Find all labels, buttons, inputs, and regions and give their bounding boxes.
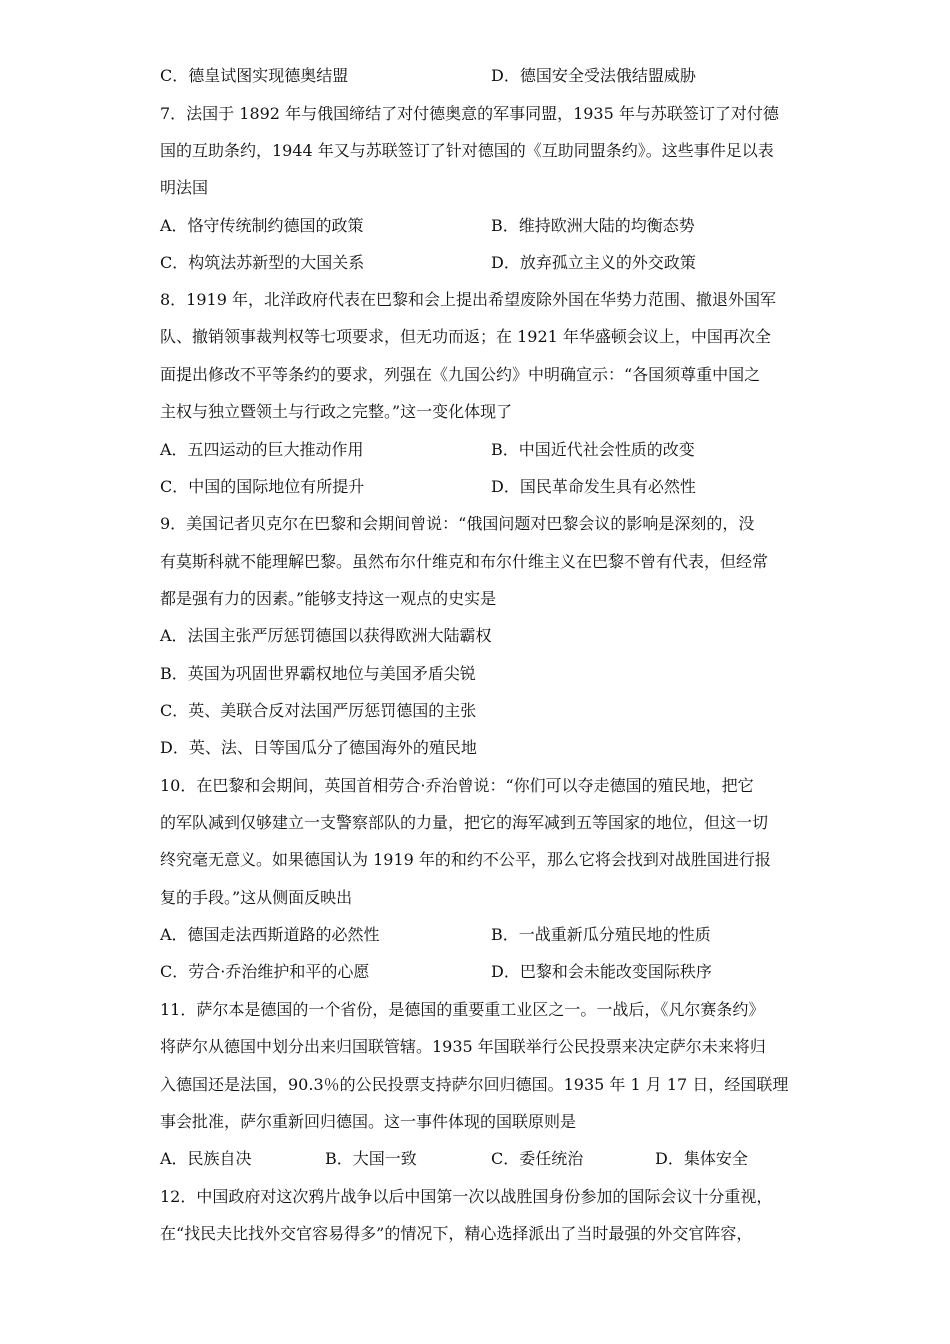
q9-option-d: D．英、法、日等国瓜分了德国海外的殖民地 [160,738,477,757]
q7-stem-line-2: 国的互助条约，1944 年又与苏联签订了针对德国的《互助同盟条约》。这些事件足以表 [160,141,774,160]
q10-option-c: C．劳合·乔治维护和平的心愿 [160,962,370,981]
q8-stem-line-4: 主权与独立暨领土与行政之完整。”这一变化体现了 [160,402,513,421]
q12-stem-line-2: 在“找民夫比找外交官容易得多”的情况下，精心选择派出了当时最强的外交官阵容， [160,1224,753,1243]
q10-stem-line-1: 10．在巴黎和会期间，英国首相劳合·乔治曾说：“你们可以夺走德国的殖民地，把它 [160,776,754,795]
q10-option-b: B．一战重新瓜分殖民地的性质 [491,925,711,944]
q6-option-c: C．德皇试图实现德奥结盟 [160,66,349,85]
q7-option-c: C．构筑法苏新型的大国关系 [160,253,365,272]
q9-stem-line-1: 9．美国记者贝克尔在巴黎和会期间曾说：“俄国问题对巴黎会议的影响是深刻的，没 [160,514,755,533]
q11-option-c: C．委任统治 [491,1149,584,1168]
q9-stem-line-2: 有莫斯科就不能理解巴黎。虽然布尔什维克和布尔什维主义在巴黎不曾有代表，但经常 [160,552,769,571]
q10-option-d: D．巴黎和会未能改变国际秩序 [491,962,712,981]
q8-stem-line-1: 8．1919 年，北洋政府代表在巴黎和会上提出希望废除外国在华势力范围、撤退外国军 [160,290,776,309]
q10-stem-line-4: 复的手段。”这从侧面反映出 [160,888,353,907]
q10-stem-line-3: 终究毫无意义。如果德国认为 1919 年的和约不公平，那么它将会找到对战胜国进行报 [160,850,771,869]
q8-option-d: D．国民革命发生具有必然性 [491,477,696,496]
q8-option-c: C．中国的国际地位有所提升 [160,477,365,496]
q9-option-c: C．英、美联合反对法国严厉惩罚德国的主张 [160,701,477,720]
q10-option-a: A．德国走法西斯道路的必然性 [160,925,380,944]
q11-stem-line-2: 将萨尔从德国中划分出来归国联管辖。1935 年国联举行公民投票来决定萨尔未来将归 [160,1037,766,1056]
q8-option-b: B．中国近代社会性质的改变 [491,440,695,459]
q8-option-a: A．五四运动的巨大推动作用 [160,440,364,459]
q7-option-b: B．维持欧洲大陆的均衡态势 [491,216,695,235]
q11-stem-line-4: 事会批准，萨尔重新回归德国。这一事件体现的国联原则是 [160,1112,577,1131]
q11-option-b: B．大国一致 [325,1149,417,1168]
q8-stem-line-2: 队、撤销领事裁判权等七项要求，但无功而返；在 1921 年华盛顿会议上，中国再次全 [160,327,771,346]
q9-stem-line-3: 都是强有力的因素。”能够支持这一观点的史实是 [160,589,497,608]
q11-option-a: A．民族自决 [160,1149,252,1168]
q11-stem-line-1: 11．萨尔本是德国的一个省份，是德国的重要重工业区之一。一战后，《凡尔赛条约》 [160,1000,765,1019]
q12-stem-line-1: 12．中国政府对这次鸦片战争以后中国第一次以战胜国身份参加的国际会议十分重视， [160,1187,773,1206]
q8-stem-line-3: 面提出修改不平等条约的要求，列强在《九国公约》中明确宣示：“各国须尊重中国之 [160,365,761,384]
q10-stem-line-2: 的军队减到仅够建立一支警察部队的力量，把它的海军减到五等国家的地位，但这一切 [160,813,769,832]
q6-option-d: D．德国安全受法俄结盟威胁 [491,66,696,85]
q7-stem-line-3: 明法国 [160,178,209,197]
q7-option-d: D．放弃孤立主义的外交政策 [491,253,696,272]
q11-stem-line-3: 入德国还是法国，90.3％的公民投票支持萨尔回归德国。1935 年 1 月 17 日，经国联理 [160,1075,789,1094]
q7-option-a: A．恪守传统制约德国的政策 [160,216,364,235]
q9-option-b: B．英国为巩固世界霸权地位与美国矛盾尖锐 [160,664,476,683]
q11-option-d: D．集体安全 [655,1149,748,1168]
q9-option-a: A．法国主张严厉惩罚德国以获得欧洲大陆霸权 [160,626,492,645]
q7-stem-line-1: 7．法国于 1892 年与俄国缔结了对付德奥意的军事同盟，1935 年与苏联签订了对付德 [160,104,779,123]
